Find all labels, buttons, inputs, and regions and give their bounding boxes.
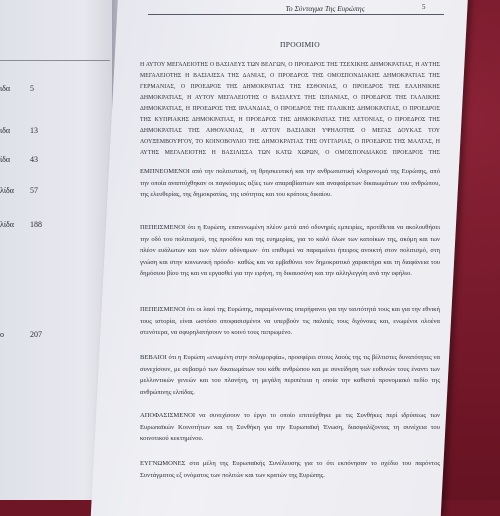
left-page: ιδα 5 ιδα 13 ίδα 43 λίδα 57 λίδα 188 ο 207 xyxy=(0,0,120,500)
page-number: 5 xyxy=(422,3,426,11)
preamble-signatories: Η ΑΥΤΟΥ ΜΕΓΑΛΕΙΟΤΗΣ Ο ΒΑΣΙΛΕΥΣ ΤΩΝ ΒΕΛΓΩΝ, Ο ΠΡΟΕΔΡΟΣ ΤΗΣ ΤΣΕΧΙΚΗΣ ΔΗΜΟΚΡΑΤΙΑΣ, Η ΑΥΤΗΣ ΜΕΓΑΛΕΙΟΤΗΣ Η ΒΑΣΙΛΙΣΣΑ ΤΗΣ ΔΑΝΙΑΣ, Ο ΠΡΟΕΔΡΟΣ ΤΗΣ ΟΜΟΣΠΟΝΔΙΑΚΗΣ ΔΗΜΟΚΡΑΤΙΑΣ ΤΗΣ ΓΕΡΜΑΝΙΑΣ, Ο ΠΡΟΕΔΡΟΣ ΤΗΣ ΔΗΜΟΚΡΑΤΙΑΣ ΤΗΣ ΕΣΘΟΝΙΑΣ, Ο ΠΡΟΕΔΡΟΣ ΤΗΣ ΕΛΛΗΝΙΚΗΣ ΔΗΜΟΚΡΑΤΙΑΣ, Η ΑΥΤΟΥ ΜΕΓΑΛΕΙΟΤΗΣ Ο ΒΑΣΙΛΕΥΣ ΤΗΣ ΙΣΠΑΝΙΑΣ, Ο ΠΡΟΕΔΡΟΣ ΤΗΣ ΓΑΛΛΙΚΗΣ ΔΗΜΟΚΡΑΤΙΑΣ, Η ΠΡΟΕΔΡΟΣ ΤΗΣ ΙΡΛΑΝΔΙΑΣ, Ο ΠΡΟΕΔΡΟΣ ΤΗΣ ΙΤΑΛΙΚΗΣ ΔΗΜΟΚΡΑΤΙΑΣ, Ο ΠΡΟΕΔΡΟΣ ΤΗΣ ΚΥΠΡΙΑΚΗΣ ΔΗΜΟΚΡΑΤΙΑΣ, Η ΠΡΟΕΔΡΟΣ ΤΗΣ ΔΗΜΟΚΡΑΤΙΑΣ ΤΗΣ ΛΕΤΟΝΙΑΣ, Ο ΠΡΟΕΔΡΟΣ ΤΗΣ ΔΗΜΟΚΡΑΤΙΑΣ ΤΗΣ ΛΙΘΟΥΑΝΙΑΣ, Η ΑΥΤΟΥ ΒΑΣΙΛΙΚΗ ΥΨΗΛΟΤΗΣ Ο ΜΕΓΑΣ ΔΟΥΚΑΣ ΤΟΥ ΛΟΥΞΕΜΒΟΥΡΓΟΥ, ΤΟ ΚΟΙΝΟΒΟΥΛΙΟ ΤΗΣ ΔΗΜΟΚΡΑΤΙΑΣ ΤΗΣ ΟΥΓΓΑΡΙΑΣ, Ο ΠΡΟΕΔΡΟΣ ΤΗΣ ΜΑΛΤΑΣ, Η ΑΥΤΗΣ ΜΕΓΑΛΕΙΟΤΗΣ Η ΒΑΣΙΛΙΣΣΑ ΤΩΝ ΚΑΤΩ ΧΩΡΩΝ, Ο ΟΜΟΣΠΟΝΔΙΑΚΟΣ ΠΡΟΕΔΡΟΣ ΤΗΣ xyxy=(140,62,440,156)
running-head: Το Σύνταγμα Της Ευρώπης xyxy=(285,4,365,13)
left-page-rule xyxy=(0,60,110,61)
section-title: ΠΡΟΟΙΜΙΟ xyxy=(280,40,320,49)
header-rule xyxy=(148,14,444,15)
preamble-paragraph: ΠΕΠΕΙΣΜΕΝΟΙ ότι οι λαοί της Ευρώπης, παραμένοντας υπερήφανοι για την ταυτότητά τους και για την εθνική τους ιστορία, είναι ωστόσο αποφασισμένοι να υπερβούν τις παλαιές τους διχόνοιες και, ενωμένοι ολοένα στενότερα, να σφυρηλατήσουν το κοινό τους πεπρωμένο. xyxy=(140,306,440,337)
right-page-text xyxy=(140,0,460,500)
preamble-paragraph: ΑΠΟΦΑΣΙΣΜΕΝΟΙ να συνεχίσουν το έργο το οποίο επιτεύχθηκε με τις Συνθήκες περί ιδρύσεως των Ευρωπαϊκών Κοινοτήτων και τη Συνθήκη για την Ευρωπαϊκή Ένωση, διασφαλίζοντας τη συνέχεια του κοινοτικού κεκτημένου. xyxy=(140,412,440,443)
preamble-paragraph: ΠΕΠΕΙΣΜΕΝΟΙ ότι η Ευρώπη, επανενωμένη πλέον μετά από οδυνηρές εμπειρίες, προτίθεται να ακολουθήσει την οδό του πολιτισμού, της προόδου και της ευημερίας, για το καλό όλων των κατοίκων της, ακόμη και των πλέον ευάλωτων και των πλέον αδύναμων· ότι επιθυμεί να παραμείνει ήπειρος ανοικτή στον πολιτισμό, στη γνώση και στην κοινωνική πρόοδο· καθώς και να εμβαθύνει τον δημοκρατικό χαρακτήρα και τη διαφάνεια του δημόσιου βίου της και να εργασθεί για την ειρήνη, τη δικαιοσύνη και την αλληλεγγύη ανά την υφήλιο. xyxy=(140,224,440,278)
preamble-paragraph: ΕΥΓΝΩΜΟΝΕΣ στα μέλη της Ευρωπαϊκής Συνέλευσης για το ότι εκπόνησαν το σχέδιο του παρόντος Συντάγματος εξ ονόματος των πολιτών και των κρατών της Ευρώπης. xyxy=(140,460,440,479)
preamble-paragraph: ΕΜΠΝΕΟΜΕΝΟΙ από την πολιτιστική, τη θρησκευτική και την ανθρωπιστική κληρονομιά της Ευρώπης, από την οποία αναπτύχθηκαν οι παγκόσμιες αξίες των απαραβίαστων και αναφαίρετων δικαιωμάτων του ανθρώπου, της ελευθερίας, της δημοκρατίας, της ισότητας και του κράτους δικαίου. xyxy=(140,168,440,199)
preamble-paragraph: ΒΕΒΑΙΟΙ ότι η Ευρώπη «ενωμένη στην πολυμορφία», προσφέρει στους λαούς της τις βέλτιστες δυνατότητες να συνεχίσουν, με σεβασμό των δικαιωμάτων του κάθε ανθρώπου και με συνείδηση των ευθυνών τους έναντι των μελλοντικών γενεών και του πλανήτη, τη μεγάλη περιπέτεια η οποία την καθιστά προνομιακό πεδίο της ανθρώπινης ελπίδας. xyxy=(140,354,440,396)
